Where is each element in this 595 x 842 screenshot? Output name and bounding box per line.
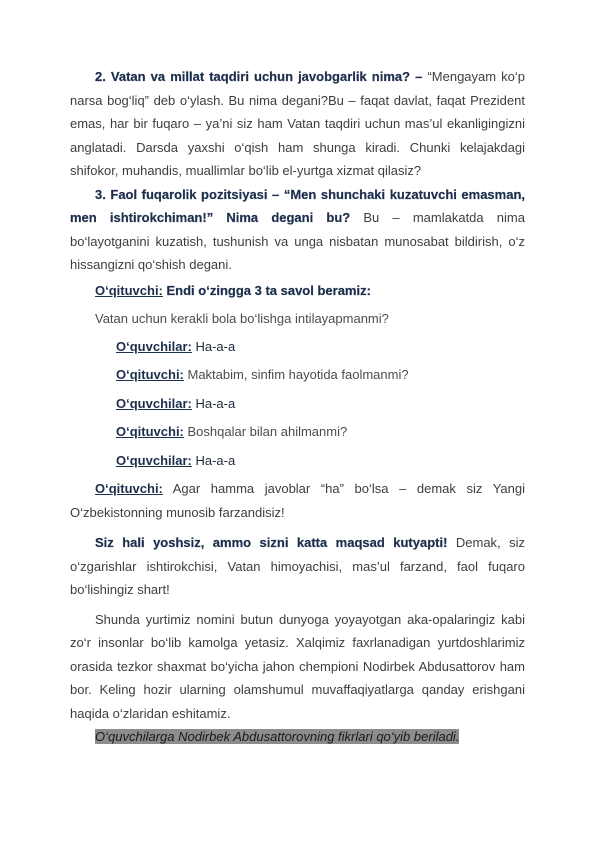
paragraph-responsibility	[70, 65, 525, 183]
highlight-line	[70, 725, 525, 749]
paragraph-heading: 2. Vatan va millat taqdiri uchun javobgarlik nima? –	[95, 69, 423, 84]
paragraph-champions	[70, 608, 525, 726]
dialog-line-teacher-final	[70, 477, 525, 524]
teacher-label: O‘qituvchi:	[95, 282, 163, 298]
highlighted-note: O‘quvchilarga Nodirbek Abdusattorovning fikrlari qo‘yib beriladi.	[95, 729, 460, 744]
teacher-line: Endi o‘zingga 3 ta savol beramiz:	[162, 282, 371, 298]
dialog-line-students	[70, 392, 525, 416]
document-body	[70, 65, 525, 749]
dialog-line-teacher	[70, 363, 525, 387]
dialog-line-students	[70, 449, 525, 473]
dialog-line-students	[70, 335, 525, 359]
teacher-question: Maktabim, sinfim hayotida faolmanmi?	[183, 367, 409, 382]
paragraph-active-citizenship	[70, 183, 525, 277]
students-answer: Ha-a-a	[191, 338, 236, 354]
teacher-conclusion: Agar hamma javoblar “ha” bo‘lsa – demak siz Yangi O‘zbekistonning munosib farzandisiz!	[70, 481, 525, 520]
students-label: O‘quvchilar:	[116, 452, 192, 468]
students-label: O‘quvchilar:	[116, 395, 192, 411]
paragraph-text: Shunda yurtimiz nomini butun dunyoga yoyayotgan aka-opalaringiz kabi zo‘r insonlar bo‘lib kamolga yetasiz. Xalqimiz faxrlanadigan yurtdoshlarimiz orasida tezkor shaxmat bo‘yicha jahon chempioni Nodirbek Abdusattorov ham bor. Keling hozir ularning olamshumul muvaffaqiyatlarga qanday erishgani haqida o‘zlaridan eshitamiz.	[70, 611, 525, 721]
students-answer: Ha-a-a	[191, 395, 236, 411]
students-answer: Ha-a-a	[191, 452, 236, 468]
question-line	[70, 307, 525, 331]
paragraph-heading: Siz hali yoshsiz, ammo sizni katta maqsad kutyapti!	[95, 535, 448, 550]
teacher-question: Boshqalar bilan ahilmanmi?	[183, 424, 348, 439]
paragraph-text: “Mengayam ko‘p narsa bog‘liq” deb o‘ylash. Bu nima degani?Bu – faqat davlat, faqat Prezident emas, har bir fuqaro – ya’ni siz ham Vatan taqdiri uchun mas’ul ekanligingizni anglatadi. Darsda yaxshi o‘qish ham shunga kiradi. Chunki kelajakdagi shifokor, muhandis, muallimlar bo‘lib el-yurtga xizmat qilasiz?	[70, 69, 525, 178]
teacher-label: O‘qituvchi:	[95, 481, 163, 496]
dialog-line-teacher	[70, 420, 525, 444]
dialog-line-teacher	[70, 279, 525, 303]
question-text: Vatan uchun kerakli bola bo‘lishga intilayapmanmi?	[95, 311, 389, 326]
students-label: O‘quvchilar:	[116, 338, 192, 354]
teacher-label: O‘qituvchi:	[116, 424, 184, 439]
paragraph-heading: 3. Faol fuqarolik pozitsiyasi – “Men shunchaki kuzatuvchi emasman, men ishtirokchiman!” Nima degani bu?	[70, 186, 525, 225]
teacher-label: O‘qituvchi:	[116, 367, 184, 382]
paragraph-text: Bu – mamlakatda nima bo‘layotganini kuzatish, tushunish va unga nisbatan munosabat bildirish, o‘z hissangizni qo‘shish degani.	[70, 210, 525, 272]
paragraph-text: Demak, siz o‘zgarishlar ishtirokchisi, Vatan himoyachisi, mas’ul farzand, faol fuqaro bo‘lishingiz shart!	[70, 535, 526, 597]
paragraph-goal	[70, 531, 525, 602]
